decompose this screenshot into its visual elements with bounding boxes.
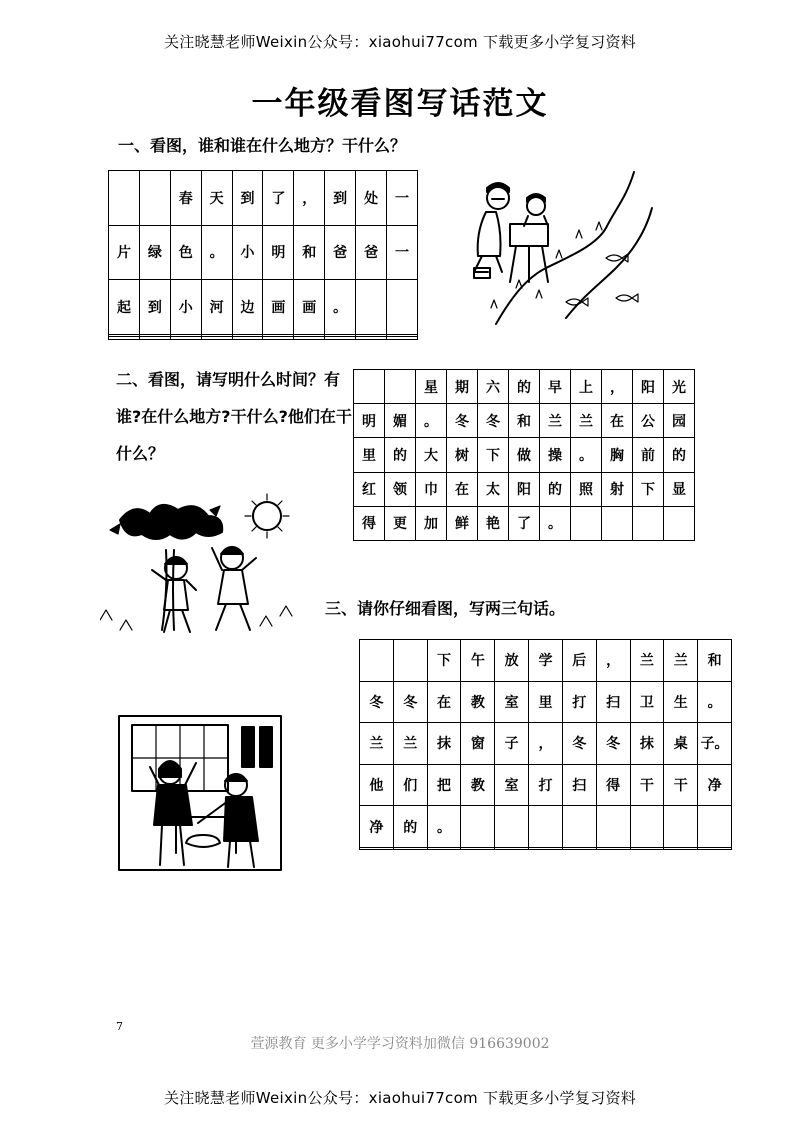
grid-cell: 。 xyxy=(201,225,232,280)
grid-cell: 教 xyxy=(461,764,495,806)
grid-cell xyxy=(356,280,387,335)
grid-row xyxy=(354,438,695,472)
grid-cell: 窗 xyxy=(461,723,495,765)
grid-cell: 桌 xyxy=(664,723,698,765)
grid-cell: 和 xyxy=(294,225,325,280)
grid-cell: 鲜 xyxy=(447,506,478,540)
grid-cell: 。 xyxy=(325,280,356,335)
grid-cell: 明 xyxy=(354,404,385,438)
grid-cell: 河 xyxy=(201,280,232,335)
grid-cell: 太 xyxy=(478,472,509,506)
grid-cell: 子。 xyxy=(698,723,732,765)
grid-cell: 和 xyxy=(509,404,540,438)
grid-cell: 们 xyxy=(393,764,427,806)
grid-cell xyxy=(139,337,170,340)
grid-cell: 里 xyxy=(529,681,563,723)
footer-banner: 关注晓慧老师Weixin公众号：xiaohui77com 下载更多小学复习资料 xyxy=(163,1089,637,1107)
grid-cell: 树 xyxy=(447,438,478,472)
grid-cell: 打 xyxy=(562,681,596,723)
grid-cell xyxy=(170,337,201,340)
grid-cell xyxy=(630,847,664,849)
grid-cell: 。 xyxy=(698,681,732,723)
header-banner: 关注晓慧老师Weixin公众号：xiaohui77com 下载更多小学复习资料 xyxy=(163,33,637,51)
grid-cell: 巾 xyxy=(416,472,447,506)
grid-cell: 冬 xyxy=(596,723,630,765)
section2-question: 二、看图，请写明什么时间？有谁?在什么地方?干什么?他们在干什么？ xyxy=(116,370,352,463)
grid-cell xyxy=(461,806,495,848)
grid-cell: 卫 xyxy=(630,681,664,723)
grid-cell: 到 xyxy=(232,171,263,226)
grid-cell: 下 xyxy=(633,472,664,506)
grid-cell: 边 xyxy=(232,280,263,335)
grid-cell xyxy=(664,506,695,540)
grid-cell: 冬 xyxy=(360,681,394,723)
grid-cell xyxy=(201,337,232,340)
grid-cell: 午 xyxy=(461,640,495,682)
grid-cell: 了 xyxy=(263,171,294,226)
grid-cell: 一 xyxy=(387,225,418,280)
grid-cell: 阳 xyxy=(633,370,664,404)
grid-row xyxy=(354,404,695,438)
grid-cell: 在 xyxy=(602,404,633,438)
grid-cell: 扫 xyxy=(562,764,596,806)
grid-cell: 学 xyxy=(529,640,563,682)
grid-cell: 兰 xyxy=(540,404,571,438)
grid-cell: 片 xyxy=(109,225,140,280)
grid-cell: 小 xyxy=(170,280,201,335)
grid-cell: 得 xyxy=(596,764,630,806)
grid-cell xyxy=(360,847,394,849)
grid-cell: 冬 xyxy=(393,681,427,723)
grid-cell: 在 xyxy=(447,472,478,506)
grid-row xyxy=(109,225,418,280)
grid-cell: 做 xyxy=(509,438,540,472)
grid-row xyxy=(354,506,695,540)
grid-cell: 加 xyxy=(416,506,447,540)
grid-cell: 的 xyxy=(393,806,427,848)
section1-question: 一、看图，谁和谁在什么地方？干什么？ xyxy=(118,136,407,155)
grid-cell: 兰 xyxy=(393,723,427,765)
grid-cell: 六 xyxy=(478,370,509,404)
grid-cell: 媚 xyxy=(385,404,416,438)
grid-cell: 兰 xyxy=(360,723,394,765)
grid-cell xyxy=(109,171,140,226)
grid-cell xyxy=(461,847,495,849)
grid-cell: 下 xyxy=(427,640,461,682)
grid-cell: 到 xyxy=(139,280,170,335)
grid-cell: 的 xyxy=(664,438,695,472)
grid-cell xyxy=(393,847,427,849)
grid-row xyxy=(360,764,732,806)
grid-row xyxy=(360,640,732,682)
grid-cell: 明 xyxy=(263,225,294,280)
grid-cell xyxy=(529,806,563,848)
grid-cell: 。 xyxy=(416,404,447,438)
children-exercising-illustration xyxy=(100,490,300,640)
grid-cell xyxy=(109,337,140,340)
grid-cell xyxy=(495,847,529,849)
grid-cell: 干 xyxy=(664,764,698,806)
grid-cell xyxy=(596,847,630,849)
grid-cell: 画 xyxy=(294,280,325,335)
grid-cell: 生 xyxy=(664,681,698,723)
grid-cell: 冬 xyxy=(562,723,596,765)
grid-cell: 子 xyxy=(495,723,529,765)
grid-cell: 胸 xyxy=(602,438,633,472)
section3-writing-grid xyxy=(359,639,732,850)
grid-cell: 期 xyxy=(447,370,478,404)
grid-cell xyxy=(232,337,263,340)
grid-cell: 园 xyxy=(664,404,695,438)
grid-cell: 天 xyxy=(201,171,232,226)
grid-cell: 教 xyxy=(461,681,495,723)
grid-cell xyxy=(360,640,394,682)
grid-cell: 把 xyxy=(427,764,461,806)
grid-cell: 。 xyxy=(540,506,571,540)
grid-cell: 他 xyxy=(360,764,394,806)
grid-cell xyxy=(664,806,698,848)
grid-cell xyxy=(633,506,664,540)
grid-cell xyxy=(602,506,633,540)
grid-cell: 。 xyxy=(427,806,461,848)
grid-cell: 室 xyxy=(495,764,529,806)
grid-cell: 抹 xyxy=(630,723,664,765)
grid-cell: 兰 xyxy=(664,640,698,682)
grid-cell: 显 xyxy=(664,472,695,506)
grid-cell xyxy=(529,847,563,849)
grid-cell: 起 xyxy=(109,280,140,335)
grid-cell: 公 xyxy=(633,404,664,438)
grid-cell: 干 xyxy=(630,764,664,806)
grid-cell xyxy=(630,806,664,848)
grid-cell: 处 xyxy=(356,171,387,226)
grid-cell: 阳 xyxy=(509,472,540,506)
grid-cell: 里 xyxy=(354,438,385,472)
section3-question: 三、请你仔细看图，写两三句话。 xyxy=(325,599,566,618)
grid-row xyxy=(109,280,418,335)
grid-cell: 的 xyxy=(385,438,416,472)
grid-cell: 的 xyxy=(540,472,571,506)
grid-cell xyxy=(562,806,596,848)
footer-watermark: 萱源教育 更多小学学习资料加微信 916639002 xyxy=(250,1036,550,1052)
father-son-drawing-illustration xyxy=(456,168,656,328)
grid-cell: 爸 xyxy=(325,225,356,280)
grid-cell: ， xyxy=(596,640,630,682)
grid-cell: 大 xyxy=(416,438,447,472)
grid-row xyxy=(354,370,695,404)
grid-cell xyxy=(596,806,630,848)
grid-cell: 前 xyxy=(633,438,664,472)
grid-row xyxy=(354,472,695,506)
grid-row xyxy=(360,723,732,765)
grid-cell: 上 xyxy=(571,370,602,404)
grid-cell xyxy=(571,506,602,540)
grid-cell xyxy=(354,370,385,404)
grid-cell: 艳 xyxy=(478,506,509,540)
grid-cell: 冬 xyxy=(478,404,509,438)
grid-cell: 色 xyxy=(170,225,201,280)
grid-cell xyxy=(393,640,427,682)
grid-row xyxy=(360,806,732,848)
grid-cell: 的 xyxy=(509,370,540,404)
grid-cell: 得 xyxy=(354,506,385,540)
grid-cell: 射 xyxy=(602,472,633,506)
grid-cell: 扫 xyxy=(596,681,630,723)
grid-cell: ， xyxy=(294,171,325,226)
grid-row xyxy=(109,337,418,340)
grid-cell: 一 xyxy=(387,171,418,226)
grid-cell: ， xyxy=(602,370,633,404)
grid-cell: 净 xyxy=(360,806,394,848)
grid-cell xyxy=(495,806,529,848)
grid-cell: 领 xyxy=(385,472,416,506)
grid-cell xyxy=(698,847,732,849)
grid-cell: 兰 xyxy=(630,640,664,682)
grid-cell: 星 xyxy=(416,370,447,404)
grid-cell: 下 xyxy=(478,438,509,472)
grid-cell xyxy=(385,370,416,404)
grid-cell: 兰 xyxy=(571,404,602,438)
grid-cell: 红 xyxy=(354,472,385,506)
grid-cell: 和 xyxy=(698,640,732,682)
grid-cell: 打 xyxy=(529,764,563,806)
grid-row xyxy=(360,681,732,723)
grid-cell: 室 xyxy=(495,681,529,723)
grid-cell xyxy=(387,280,418,335)
grid-cell: 春 xyxy=(170,171,201,226)
grid-cell xyxy=(427,847,461,849)
grid-cell: 爸 xyxy=(356,225,387,280)
grid-cell xyxy=(387,337,418,340)
section2-writing-grid xyxy=(353,369,695,541)
grid-cell: 画 xyxy=(263,280,294,335)
grid-cell: 小 xyxy=(232,225,263,280)
grid-cell xyxy=(698,806,732,848)
grid-row xyxy=(360,847,732,849)
grid-cell: 光 xyxy=(664,370,695,404)
page-number: 7 xyxy=(116,1020,123,1033)
grid-cell xyxy=(294,337,325,340)
grid-cell: 到 xyxy=(325,171,356,226)
grid-cell: 后 xyxy=(562,640,596,682)
grid-cell: 更 xyxy=(385,506,416,540)
grid-cell xyxy=(562,847,596,849)
section1-writing-grid xyxy=(108,170,418,340)
grid-cell: 。 xyxy=(571,438,602,472)
grid-cell: ， xyxy=(529,723,563,765)
grid-row xyxy=(109,171,418,226)
grid-cell: 抹 xyxy=(427,723,461,765)
grid-cell: 在 xyxy=(427,681,461,723)
grid-cell xyxy=(356,337,387,340)
grid-cell: 冬 xyxy=(447,404,478,438)
grid-cell xyxy=(263,337,294,340)
grid-cell: 照 xyxy=(571,472,602,506)
grid-cell: 早 xyxy=(540,370,571,404)
grid-cell: 了 xyxy=(509,506,540,540)
grid-cell: 净 xyxy=(698,764,732,806)
page-title: 一年级看图写话范文 xyxy=(251,86,549,122)
grid-cell xyxy=(664,847,698,849)
grid-cell: 操 xyxy=(540,438,571,472)
grid-cell: 绿 xyxy=(139,225,170,280)
grid-cell xyxy=(139,171,170,226)
grid-cell: 放 xyxy=(495,640,529,682)
grid-cell xyxy=(325,337,356,340)
classroom-cleaning-illustration xyxy=(118,715,282,871)
